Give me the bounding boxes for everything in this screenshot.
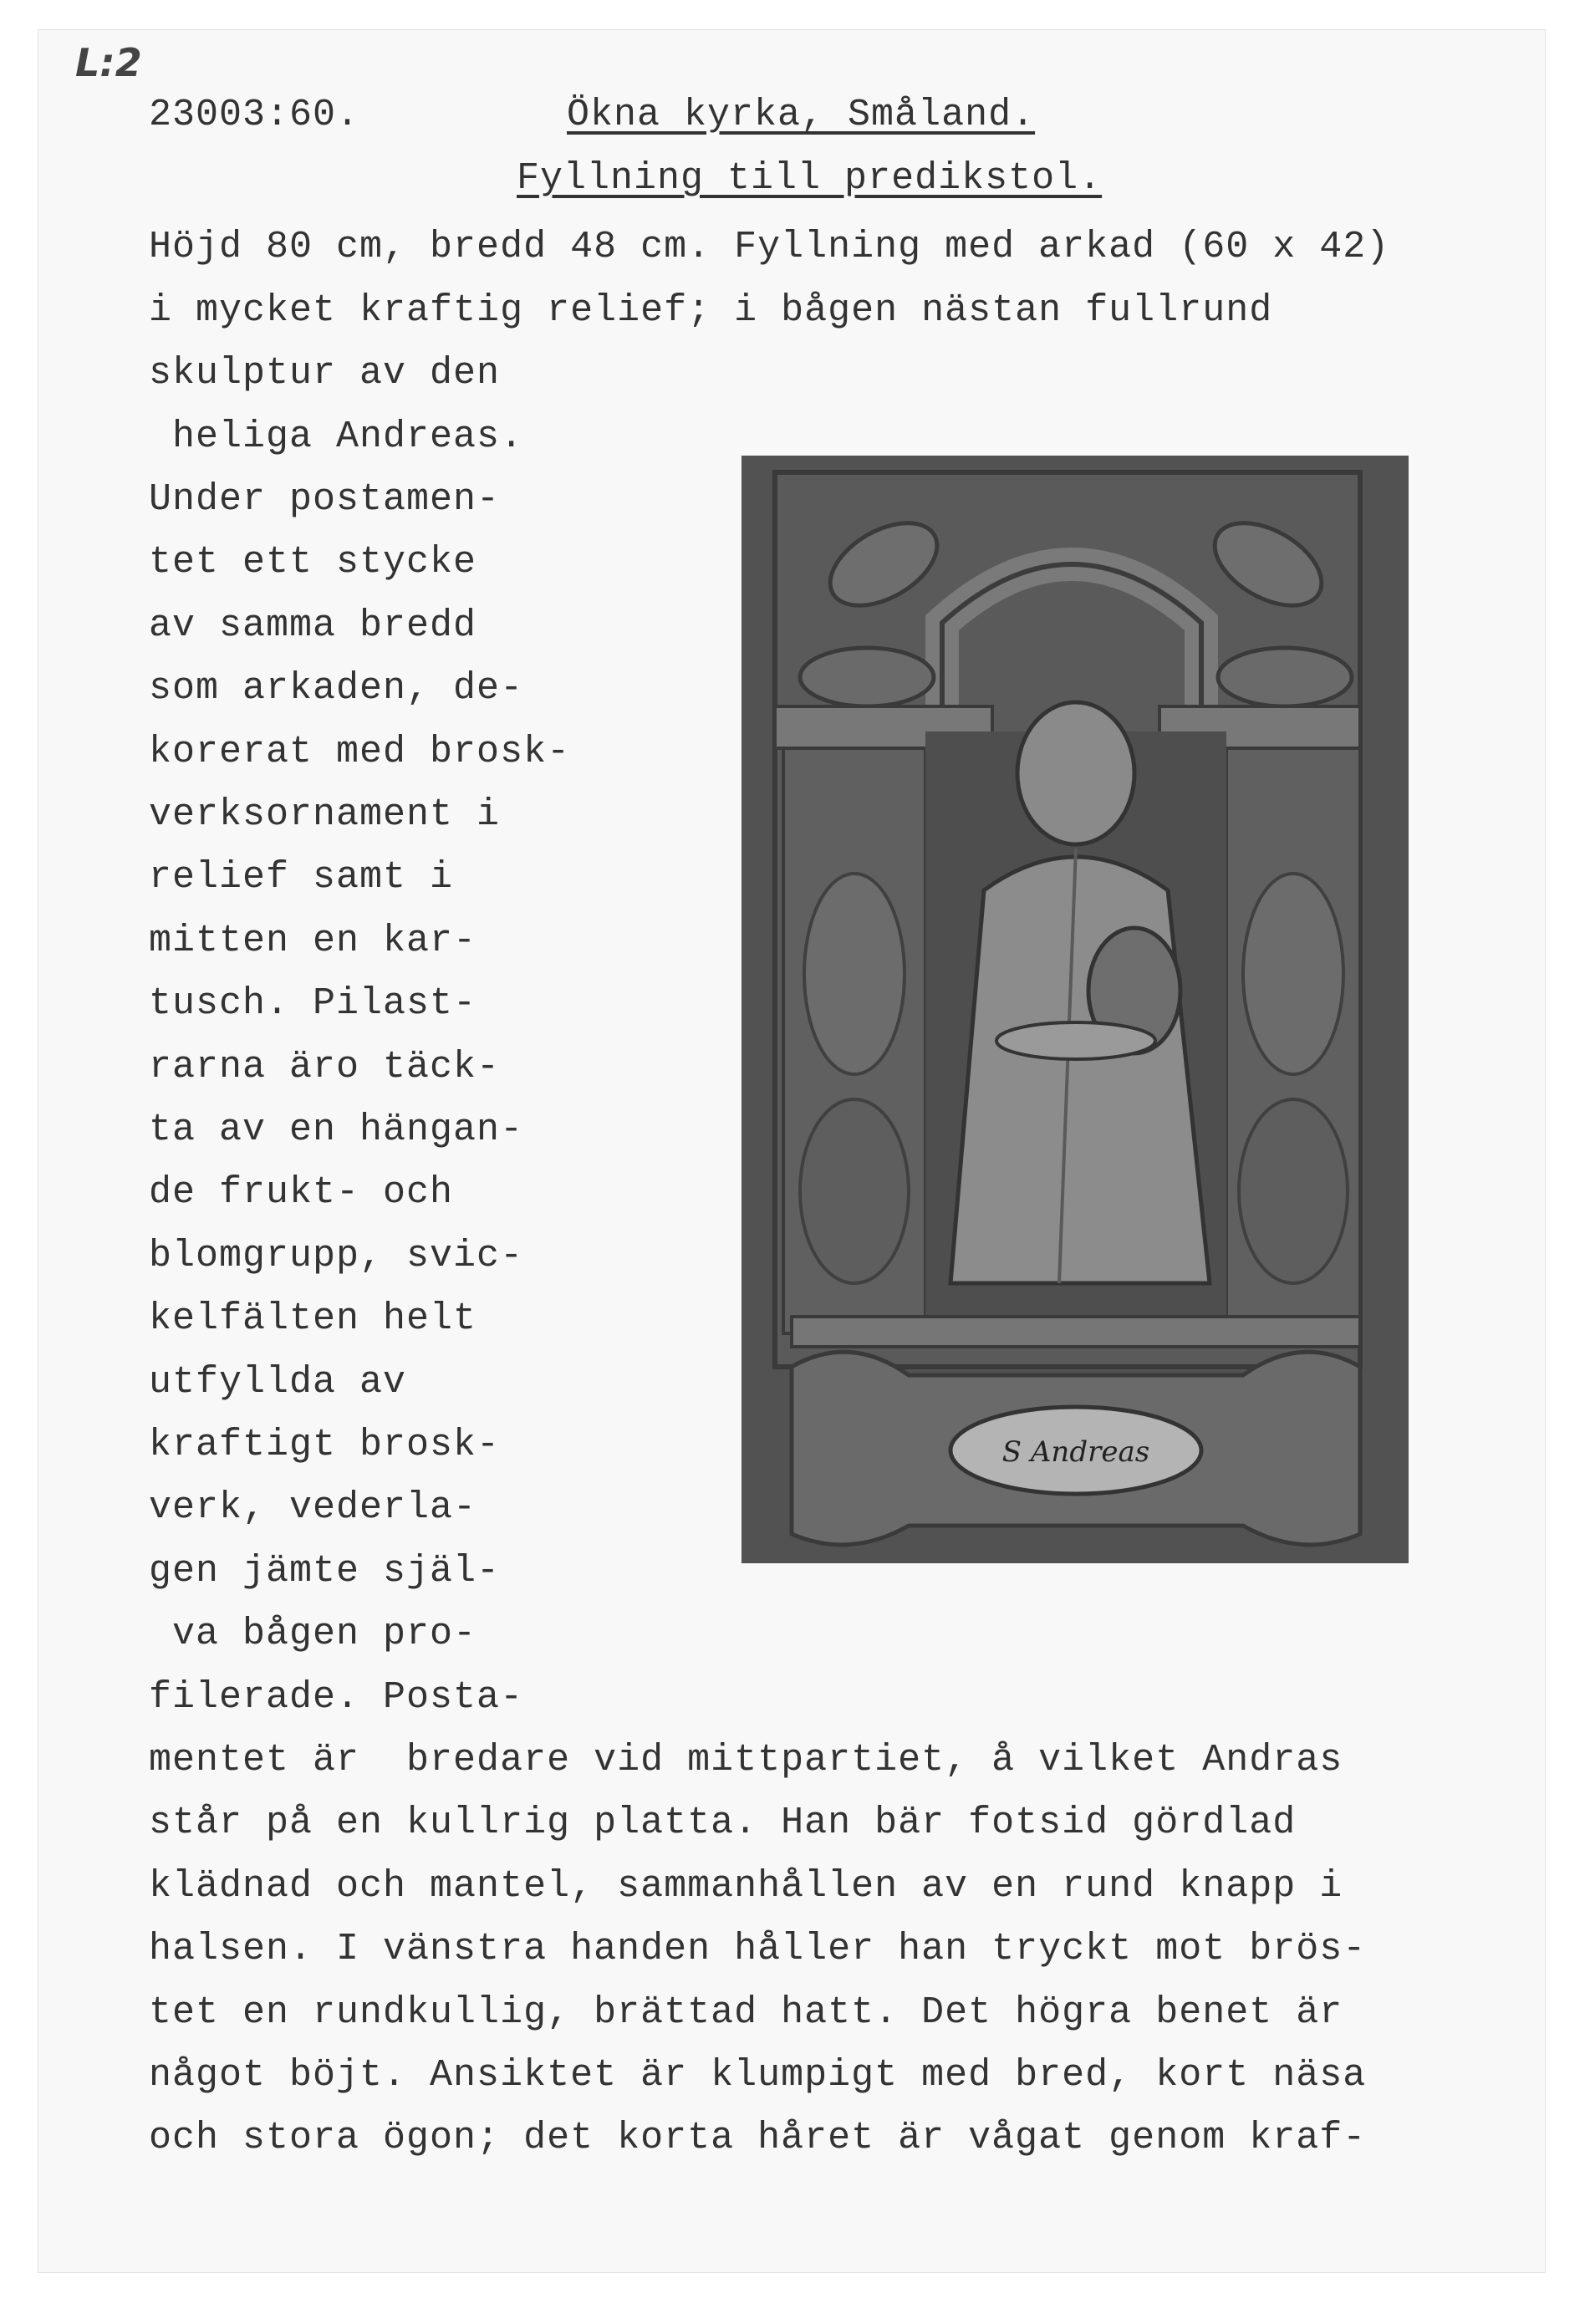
location-title: Ökna kyrka, Småland. [567, 94, 1036, 136]
body-line: tet en rundkullig, brättad hatt. Det högra benet är [149, 1991, 1343, 2034]
body-line: tet ett stycke [149, 541, 477, 584]
body-line: Höjd 80 cm, bredd 48 cm. Fyllning med arkad (60 x 42) [149, 226, 1390, 268]
body-line: av samma bredd [149, 604, 477, 647]
body-line: relief samt i [149, 856, 454, 899]
body-line: Under postamen- [149, 478, 501, 521]
body-line: klädnad och mantel, sammanhållen av en rund knapp i [149, 1865, 1343, 1908]
body-line: något böjt. Ansiktet är klumpigt med bred, kort näsa [149, 2054, 1367, 2097]
body-line: heliga Andreas. [149, 415, 524, 458]
body-line: mitten en kar- [149, 920, 477, 962]
body-line: som arkaden, de- [149, 667, 524, 710]
carved-panel-photograph [741, 456, 1409, 1563]
body-line: tusch. Pilast- [149, 982, 477, 1025]
handwritten-mark: L:2 [75, 40, 142, 85]
body-line: verk, vederla- [149, 1486, 477, 1529]
body-line: halsen. I vänstra handen håller han tryckt mot brös- [149, 1928, 1367, 1970]
body-line: rarna äro täck- [149, 1046, 501, 1088]
body-line: och stora ögon; det korta håret är vågat genom kraf- [149, 2117, 1367, 2159]
body-line: kraftigt brosk- [149, 1424, 501, 1466]
body-line: kelfälten helt [149, 1297, 477, 1340]
body-line: står på en kullrig platta. Han bär fotsid gördlad [149, 1802, 1297, 1844]
body-line: skulptur av den [149, 352, 501, 395]
catalog-number: 23003:60. [149, 94, 360, 136]
body-line: va bågen pro- [149, 1613, 477, 1655]
body-line: utfyllda av [149, 1361, 407, 1404]
body-line: filerade. Posta- [149, 1676, 524, 1719]
body-line: ta av en hängan- [149, 1108, 524, 1151]
body-line: korerat med brosk- [149, 731, 571, 773]
body-line: i mycket kraftig relief; i bågen nästan fullrund [149, 289, 1273, 332]
body-line: blomgrupp, svic- [149, 1235, 524, 1277]
body-line: mentet är bredare vid mittpartiet, å vilket Andras [149, 1739, 1343, 1781]
body-line: de frukt- och [149, 1171, 454, 1214]
subject-title: Fyllning till predikstol. [517, 157, 1103, 200]
body-line: gen jämte själ- [149, 1550, 501, 1593]
cartouche-inscription: S Andreas [1001, 1435, 1150, 1469]
body-line: verksornament i [149, 793, 501, 836]
